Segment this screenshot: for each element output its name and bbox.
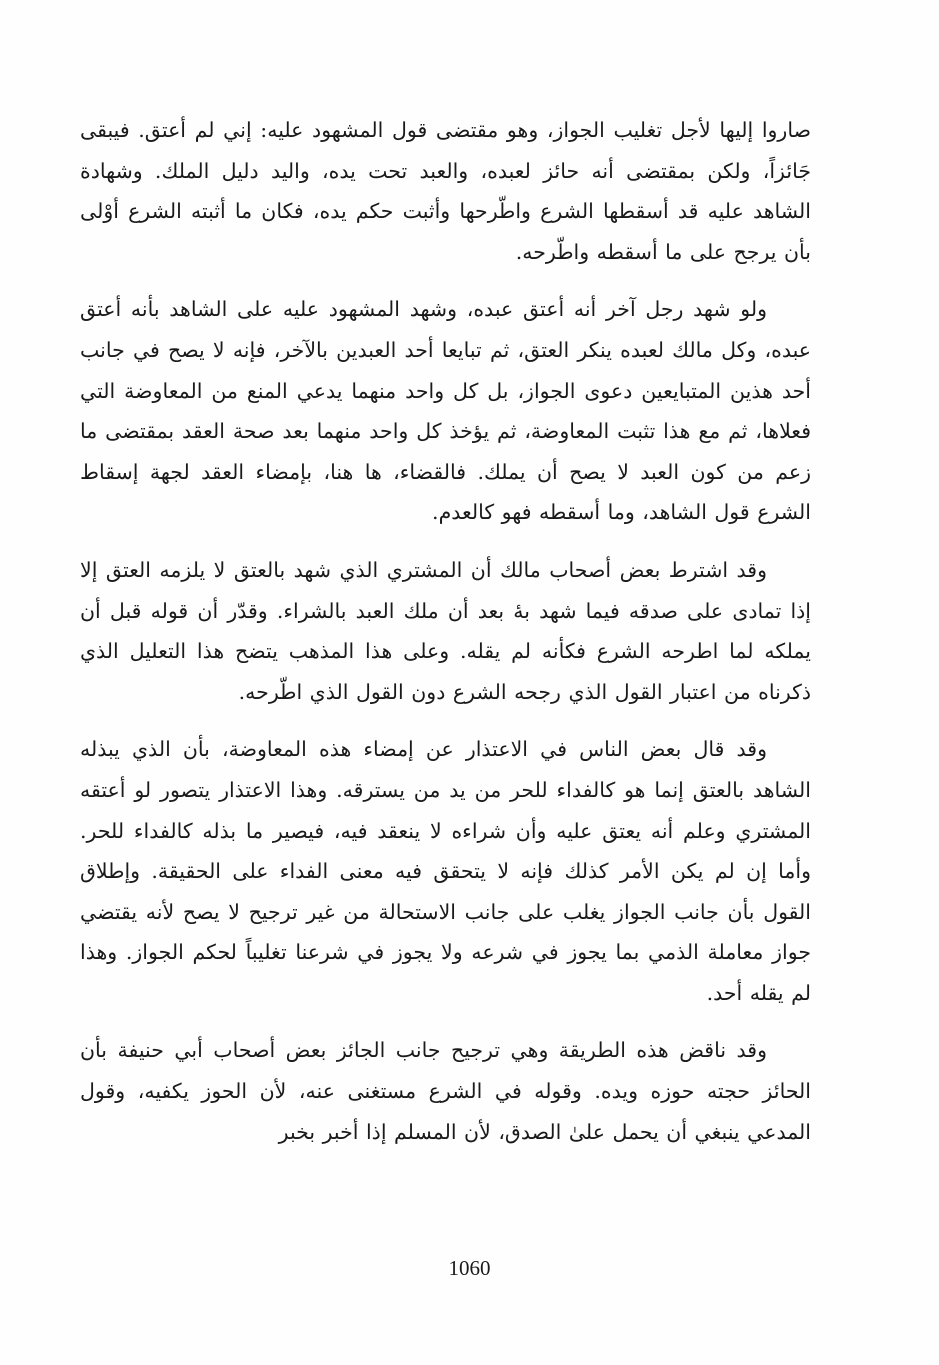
page-number: 1060 (448, 1256, 491, 1280)
body-text (80, 110, 811, 1169)
paragraph-1: صاروا إليها لأجل تغليب الجواز، وهو مقتضى قول المشهود عليه: إني لم أعتق. فيبقى جَائزاً، ولكن بمقتضى أنه حائز لعبده، والعبد تحت يده، واليد دليل الملك. وشهادة الشاهد عليه قد أسقطها الشرع واطّرحها وأثبت حكم يده، فكان ما أثبته الشرع أوْلى بأن يرجح على ما أسقطه واطّرحه. (80, 118, 811, 264)
paragraph-3: وقد اشترط بعض أصحاب مالك أن المشتري الذي شهد بالعتق لا يلزمه العتق إلا إذا تمادى على صدقه فيما شهد بهٔ بعد أن ملك العبد بالشراء. وقدّر أن قوله قبل أن يملكه لما اطرحه الشرع فكأنه لم يقله. وعلى هذا المذهب يتضح هذا التعليل الذي ذكرناه من اعتبار القول الذي رجحه الشرع دون القول الذي اطّرحه. (80, 557, 811, 704)
paragraph-4: وقد قال بعض الناس في الاعتذار عن إمضاء هذه المعاوضة، بأن الذي يبذله الشاهد بالعتق إنما هو كالفداء للحر من يد من يسترقه. وهذا الاعتذار يتصور لو أعتقه المشتري وعلم أنه يعتق عليه وأن شراءه لا ينعقد فيه، فيصير ما بذله كالفداء للحر. وأما إن لم يكن الأمر كذلك فإنه لا يتحقق فيه معنى الفداء على الحقيقة. وإطلاق القول بأن جانب الجواز يغلب على جانب الاستحالة من غير ترجيح لا يصح لأنه يقتضي جواز معاملة الذمي بما يجوز في شرعه ولا يجوز في شرعنا تغليباً لحكم الجواز. وهذا لم يقله أحد. (80, 737, 811, 1005)
paragraph-5: وقد ناقض هذه الطريقة وهي ترجيح جانب الجائز بعض أصحاب أبي حنيفة بأن الحائز حجته حوزه ويده. وقوله في الشرع مستغنى عنه، لأن الحوز يكفيه، وقول المدعي ينبغي أن يحمل علىٰ الصدق، لأن المسلم إذا أخبر بخبر (80, 1038, 811, 1144)
paragraph-2: ولو شهد رجل آخر أنه أعتق عبده، وشهد المشهود عليه على الشاهد بأنه أعتق عبده، وكل مالك لعبده ينكر العتق، ثم تبايعا أحد العبدين بالآخر، فإنه لا يصح في جانب أحد هذين المتبايعين دعوى الجواز، بل كل واحد منهما يدعي المنع من المعاوضة التي فعلاها، ثم مع هذا تثبت المعاوضة، ثم يؤخذ كل واحد منهما بعد صحة العقد بمقتضى ما زعم من كون العبد لا يصح أن يملك. فالقضاء، ها هنا، بإمضاء العقد لجهة إسقاط الشرع قول الشاهد، وما أسقطه فهو كالعدم. (80, 297, 811, 525)
